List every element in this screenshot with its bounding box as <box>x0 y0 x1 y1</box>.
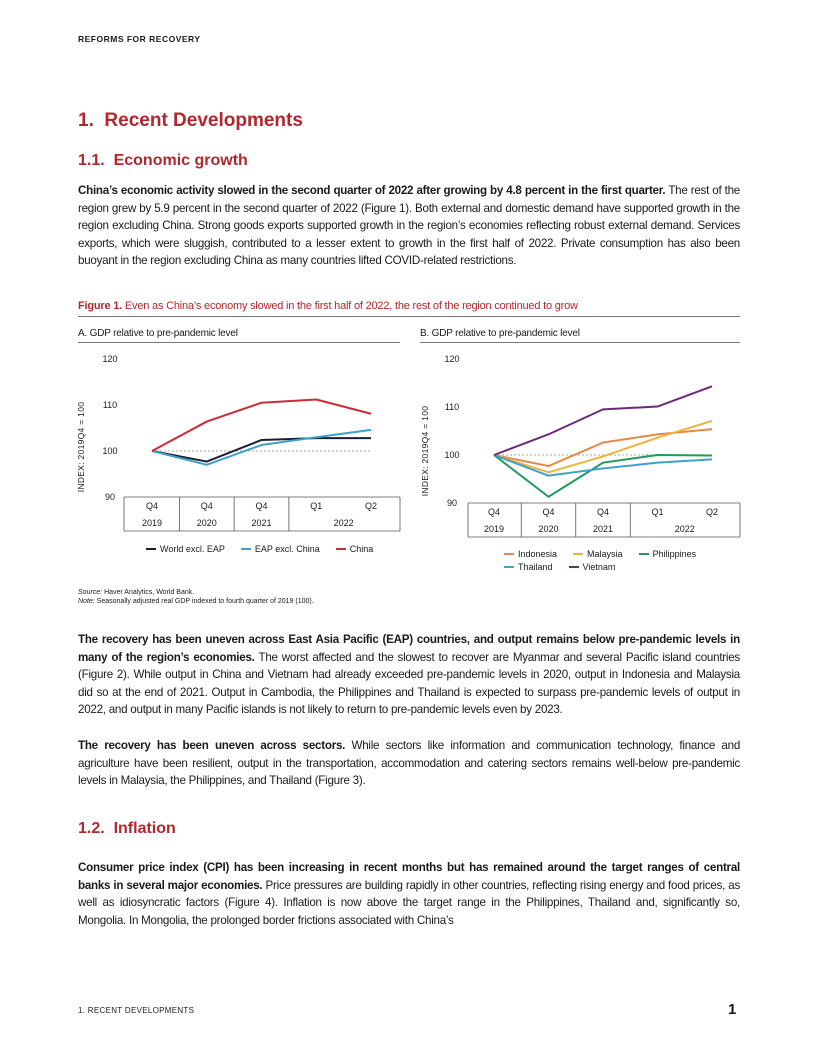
x-year-label: 2020 <box>196 518 217 528</box>
paragraph-body: The rest of the region grew by 5.9 percent in the second quarter of 2022 (Figure 1). Both external and domestic demand have supported growth in the region excluding China. Strong goods exports supported growth in the region’s economies reflecting robust external demand. Services exports, which were sluggish, contributed to a lesser extent to growth in the first half of 2022. Private consumption has also been buoyant in the region excluding China as many countries lifted COVID-related restrictions. <box>78 184 740 268</box>
figure-charts <box>0 340 816 550</box>
paragraph-growth <box>78 182 740 270</box>
panel-a-title: A. GDP relative to pre-pandemic level <box>78 328 400 343</box>
series-line-eap-excl-china <box>152 430 371 465</box>
y-axis-label: INDEX: 2019Q4 = 100 <box>76 401 86 493</box>
section-heading <box>78 110 303 132</box>
y-tick-label: 100 <box>444 450 460 460</box>
source-text: Haver Analytics, World Bank. <box>102 589 195 596</box>
x-tick-label: Q4 <box>255 501 268 511</box>
paragraph-recovery-countries <box>78 631 740 719</box>
subsection-number: 1.2. <box>78 820 105 837</box>
legend-item <box>504 562 553 572</box>
subsection-number: 1.1. <box>78 152 105 169</box>
series-line-world-excl-eap <box>152 438 371 461</box>
x-year-label: 2021 <box>251 518 272 528</box>
y-tick-label: 100 <box>102 446 118 456</box>
paragraph-body: While sectors like information and communication technology, finance and agriculture have been resilient, output in the transportation, accommodation and catering sectors remains well-below pre-pandemic levels in Malaysia, the Philippines, and Thailand (Figure 3). <box>78 739 741 788</box>
subsection-title: Inflation <box>113 820 176 837</box>
legend-swatch <box>504 553 514 555</box>
panel-b-title: B. GDP relative to pre-pandemic level <box>420 328 740 343</box>
x-tick-label: Q4 <box>145 501 159 511</box>
legend-swatch <box>639 553 649 555</box>
figure-label: Figure 1. <box>78 300 123 312</box>
series-line-vietnam <box>494 386 712 455</box>
legend-label: Vietnam <box>582 562 616 572</box>
x-year-label: 2021 <box>592 524 614 534</box>
paragraph-lead: China’s economic activity slowed in the second quarter of 2022 after growing by 4.8 percent in the first quarter. <box>78 184 666 197</box>
x-year-label: 2022 <box>674 524 695 534</box>
footer-section: 1. RECENT DEVELOPMENTS <box>78 1006 195 1015</box>
legend-swatch <box>146 548 156 550</box>
x-tick-label: Q4 <box>487 507 501 517</box>
legend-label: Thailand <box>518 562 553 572</box>
source-label: Source: <box>78 589 103 596</box>
legend-item <box>146 544 225 554</box>
legend-swatch <box>336 548 346 550</box>
subsection-heading-inflation <box>78 820 176 838</box>
paragraph-inflation <box>78 859 740 929</box>
x-year-label: 2020 <box>538 524 559 534</box>
y-tick-label: 110 <box>444 402 460 412</box>
x-tick-label: Q4 <box>596 507 610 517</box>
y-tick-label: 90 <box>104 492 116 502</box>
subsection-heading-growth <box>78 152 248 170</box>
running-header: REFORMS FOR RECOVERY <box>78 34 201 44</box>
section-title: Recent Developments <box>104 110 303 131</box>
series-line-malaysia <box>494 421 712 472</box>
legend-label: World excl. EAP <box>160 544 225 554</box>
section-number: 1. <box>78 110 94 131</box>
x-year-label: 2022 <box>333 518 354 528</box>
paragraph-lead: The recovery has been uneven across sectors. <box>78 739 346 752</box>
x-year-label: 2019 <box>483 524 505 534</box>
x-year-label: 2019 <box>141 518 163 528</box>
figure-source-note <box>78 589 314 606</box>
x-tick-label: Q2 <box>705 507 719 517</box>
legend-label: Philippines <box>652 549 697 559</box>
y-tick-label: 120 <box>444 354 460 364</box>
panel-a-legend <box>146 544 406 554</box>
x-tick-label: Q4 <box>200 501 213 511</box>
paragraph-body: The worst affected and the slowest to recover are Myanmar and several Pacific island countries (Figure 2). While output in China and Vietnam had already exceeded pre-pandemic levels in 2020, output in Indonesia and Malaysia did so at the end of 2021. Output in Cambodia, the Philippines and Thailand is expected to surpass pre-pandemic levels of output in 2022, and output in many Pacific islands is not likely to return to pre-pandemic levels even by 2023. <box>78 650 740 717</box>
legend-swatch <box>573 553 583 555</box>
paragraph-recovery-sectors <box>78 737 740 790</box>
x-tick-label: Q1 <box>310 501 323 511</box>
note-label: Note: <box>78 597 95 605</box>
legend-label: EAP excl. China <box>254 544 320 554</box>
y-tick-label: 110 <box>102 400 118 410</box>
chart-panel-b <box>420 354 740 537</box>
x-tick-label: Q4 <box>542 507 555 517</box>
panel-b-legend <box>504 549 724 572</box>
legend-swatch <box>569 566 579 568</box>
legend-swatch <box>241 548 251 550</box>
y-tick-label: 120 <box>102 354 118 364</box>
legend-label: China <box>349 544 374 554</box>
legend-item <box>569 562 616 572</box>
note-text: Seasonally adjusted real GDP indexed to fourth quarter of 2019 (100). <box>94 597 314 605</box>
paragraph-lead: Consumer price index (CPI) has been increasing in recent months but has remained around the target ranges of central banks in several major economies. <box>78 861 740 892</box>
y-axis-label: INDEX: 2019Q4 = 100 <box>420 405 430 497</box>
legend-label: Indonesia <box>518 549 558 559</box>
legend-item <box>573 549 623 559</box>
legend-item <box>336 544 374 554</box>
paragraph-lead: The recovery has been uneven across East Asia Pacific (EAP) countries, and output remains below pre-pandemic levels in many of the region’s economies. <box>78 633 740 664</box>
legend-swatch <box>504 566 514 568</box>
legend-item <box>639 549 697 559</box>
legend-label: Malaysia <box>587 549 623 559</box>
page-number: 1 <box>728 1001 737 1018</box>
x-tick-label: Q1 <box>651 507 664 517</box>
chart-panel-a <box>76 354 400 531</box>
x-tick-label: Q2 <box>364 501 378 511</box>
paragraph-body: Price pressures are building rapidly in other countries, reflecting rising energy and food prices, as well as idiosyncratic factors (Figure 4). Inflation is now above the target range in the Philippines, Thailand and, significantly so, Mongolia. In Mongolia, the prolonged border frictions associated with China’s <box>78 878 740 927</box>
legend-item <box>504 549 557 559</box>
figure-caption <box>78 300 740 317</box>
legend-item <box>241 544 320 554</box>
figure-caption-text: Even as China’s economy slowed in the first half of 2022, the rest of the region continued to grow <box>122 300 578 312</box>
series-line-china <box>152 399 371 451</box>
subsection-title: Economic growth <box>113 152 248 169</box>
y-tick-label: 90 <box>446 498 458 508</box>
